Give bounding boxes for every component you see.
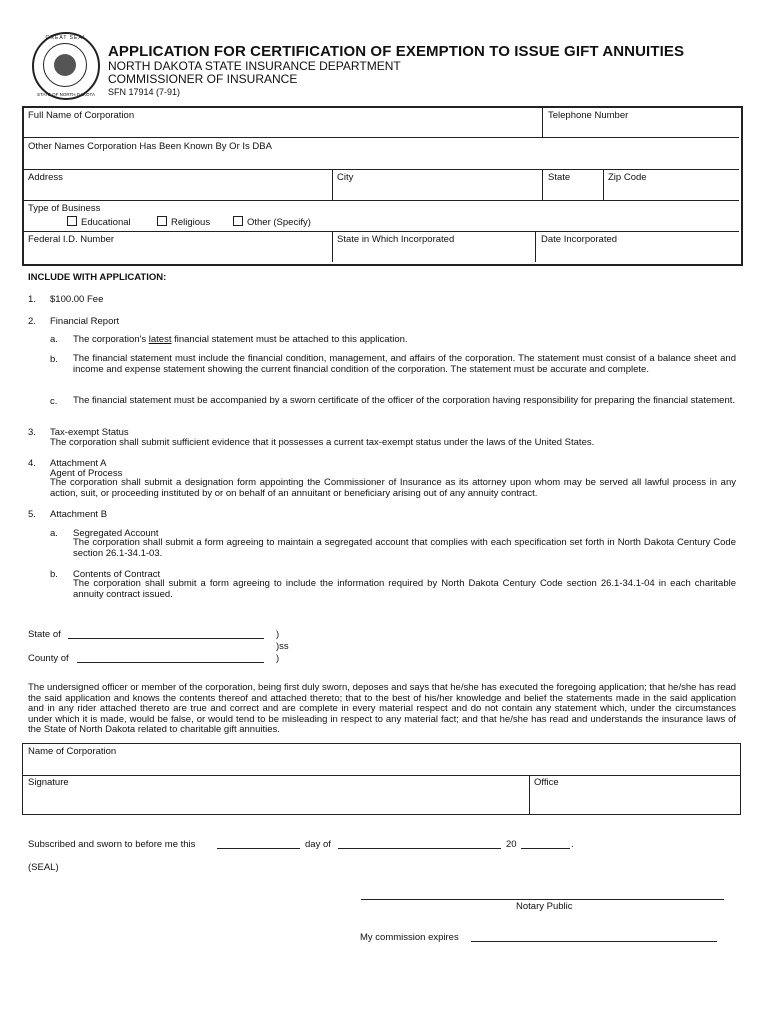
day-of-label: day of: [305, 839, 331, 850]
item-4-subtitle: Agent of Process: [50, 468, 123, 479]
seal-text-top: GREAT SEAL: [45, 35, 87, 41]
federal-id-field[interactable]: Federal I.D. Number: [28, 234, 115, 245]
state-incorporated-field[interactable]: State in Which Incorporated: [337, 234, 455, 245]
sub-letter: a.: [50, 334, 58, 345]
address-field[interactable]: Address: [28, 172, 63, 183]
other-checkbox[interactable]: [233, 216, 243, 226]
other-label: Other (Specify): [247, 217, 311, 228]
religious-option[interactable]: [157, 216, 210, 228]
educational-option[interactable]: [67, 216, 131, 228]
seal-emblem: [54, 54, 76, 76]
divider: [542, 108, 543, 137]
name-of-corporation-field[interactable]: Name of Corporation: [28, 746, 117, 757]
department-name: NORTH DAKOTA STATE INSURANCE DEPARTMENT: [108, 59, 401, 73]
item-number: 1.: [28, 294, 36, 305]
commission-label: My commission expires: [360, 932, 459, 943]
seal-inner-ring: [43, 43, 87, 87]
full-name-field[interactable]: Full Name of Corporation: [28, 110, 135, 121]
divider: [24, 231, 739, 232]
signature-box: [22, 743, 741, 815]
year-prefix: 20: [506, 839, 517, 850]
venue-paren: ): [276, 653, 280, 664]
item-2b: The financial statement must include the financial condition, management, and affairs of the corporation. The statement must consist of a balance sheet and income and expense statement showing the current financial condition of the corporation. The statement must be accurate and complete.: [73, 353, 736, 375]
item-number: 2.: [28, 316, 36, 327]
item-3-text: The corporation shall submit sufficient evidence that it possesses a current tax-exempt status under the laws of the United States.: [50, 437, 595, 448]
state-field[interactable]: State: [548, 172, 571, 183]
state-of-input[interactable]: [68, 627, 264, 639]
educational-checkbox[interactable]: [67, 216, 77, 226]
office-field[interactable]: Office: [534, 777, 559, 788]
divider: [529, 775, 530, 814]
subscribed-label: Subscribed and sworn to before me this: [28, 839, 196, 850]
item-2a: The corporation's latest financial statement must be attached to this application.: [73, 334, 408, 345]
divider: [332, 231, 333, 262]
sub-letter: b.: [50, 354, 58, 365]
venue-paren: ): [276, 629, 280, 640]
other-names-field[interactable]: Other Names Corporation Has Been Known By Or Is DBA: [28, 141, 272, 152]
item-number: 5.: [28, 509, 36, 520]
religious-checkbox[interactable]: [157, 216, 167, 226]
educational-label: Educational: [81, 217, 131, 228]
day-input[interactable]: [217, 837, 300, 849]
notary-signature-line[interactable]: [361, 899, 724, 900]
telephone-field[interactable]: Telephone Number: [548, 110, 629, 121]
latest-underlined: latest: [148, 334, 172, 345]
item-5a-title: Segregated Account: [73, 528, 159, 539]
item-5b-text: The corporation shall submit a form agreeing to include the information required by North Dakota Century Code section 26.1-34.1-04 in each charitable annuity contract issued.: [73, 578, 736, 600]
divider: [24, 200, 739, 201]
state-of-label: State of: [28, 629, 61, 640]
item-4-title: Attachment A: [50, 458, 107, 469]
include-heading: INCLUDE WITH APPLICATION:: [28, 272, 167, 283]
other-option[interactable]: [233, 216, 311, 228]
seal-label: (SEAL): [28, 862, 59, 873]
state-seal: [32, 32, 100, 100]
signature-field[interactable]: Signature: [28, 777, 69, 788]
divider: [542, 169, 543, 200]
type-of-business-label: Type of Business: [28, 203, 101, 214]
fee-item: $100.00 Fee: [50, 294, 104, 305]
county-of-input[interactable]: [77, 651, 264, 663]
venue-ss: )ss: [276, 641, 289, 652]
divider: [603, 169, 604, 200]
commissioner-name: COMMISSIONER OF INSURANCE: [108, 72, 298, 86]
item-5a-text: The corporation shall submit a form agreeing to maintain a segregated account that complies with each specification set forth in North Dakota Century Code section 26.1-34.1-03.: [73, 537, 736, 559]
divider: [535, 231, 536, 262]
item-3-title: Tax-exempt Status: [50, 427, 129, 438]
divider: [332, 169, 333, 200]
form-number: SFN 17914 (7-91): [108, 87, 181, 97]
divider: [24, 137, 739, 138]
sub-letter: b.: [50, 569, 58, 580]
city-field[interactable]: City: [337, 172, 354, 183]
financial-report-item: Financial Report: [50, 316, 120, 327]
seal-text-bottom: STATE OF NORTH DAKOTA: [37, 92, 95, 97]
divider: [23, 775, 740, 776]
item-5-title: Attachment B: [50, 509, 108, 520]
sub-letter: a.: [50, 528, 58, 539]
item-2c: The financial statement must be accompanied by a sworn certificate of the officer of the corporation having responsibility for preparing the financial statement.: [73, 395, 736, 406]
item-5b-title: Contents of Contract: [73, 569, 161, 580]
form-title: APPLICATION FOR CERTIFICATION OF EXEMPTION TO ISSUE GIFT ANNUITIES: [108, 43, 685, 60]
period: .: [571, 839, 574, 850]
affidavit-text: The undersigned officer or member of the corporation, being first duly sworn, deposes and says that he/she has executed the foregoing application; that he/she has read the said application and knows the contents thereof and attached thereto; that to the best of his/her knowledge and belief the statements made in the said application and in any rider attached thereto are true and correct and are complete in every material respect and do not contain any statement which, under the circumstances under which it is made, would be false, or would tend to be misleading in respect to any material fact; and that he/she has read and understands the insurance laws of the State of North Dakota related to charitable gift annuities.: [28, 682, 737, 735]
date-incorporated-field[interactable]: Date Incorporated: [541, 234, 618, 245]
notary-public-label: Notary Public: [516, 901, 573, 912]
sub-letter: c.: [50, 396, 58, 407]
month-input[interactable]: [338, 837, 501, 849]
divider: [24, 169, 739, 170]
county-of-label: County of: [28, 653, 69, 664]
zip-code-field[interactable]: Zip Code: [608, 172, 647, 183]
item-4-text: The corporation shall submit a designation form appointing the Commissioner of Insurance as its attorney upon whom may be served all lawful process in any action, suit, or proceeding instituted by or on behalf of an annuitant or beneficiary arising out of any annuity contract.: [50, 477, 736, 499]
item-number: 3.: [28, 427, 36, 438]
religious-label: Religious: [171, 217, 211, 228]
item-number: 4.: [28, 458, 36, 469]
commission-expires-input[interactable]: [471, 930, 717, 942]
year-input[interactable]: [521, 837, 570, 849]
